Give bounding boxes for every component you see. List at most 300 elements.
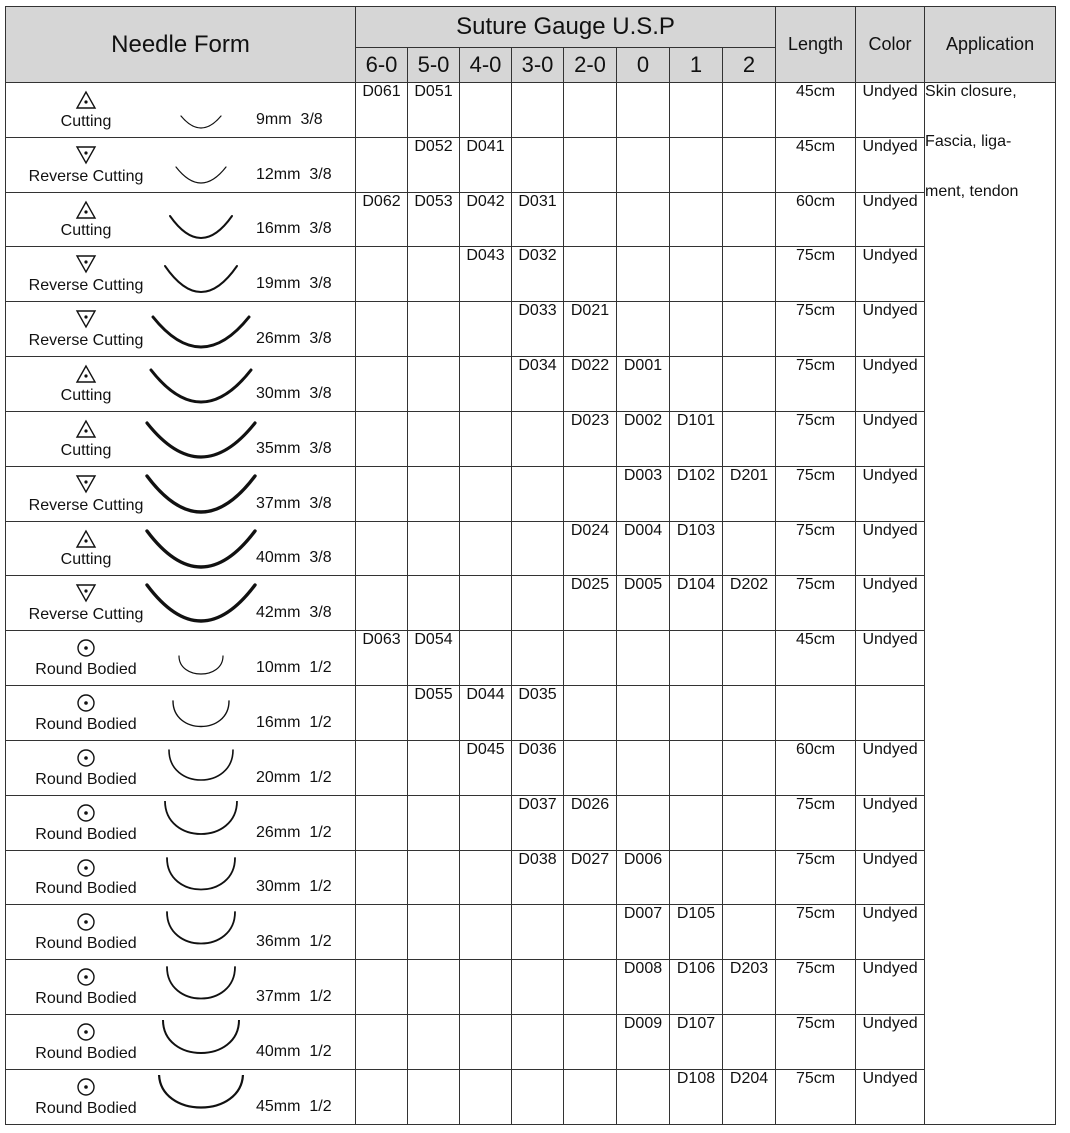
- needle-size-label: 45mm 1/2: [256, 1098, 332, 1115]
- needle-type-label: Round Bodied: [35, 1100, 137, 1117]
- gauge-code-cell: D002: [617, 411, 670, 466]
- color-cell: Undyed: [856, 357, 925, 412]
- triangle-down-dot-icon: [6, 583, 166, 608]
- length-cell: 75cm: [776, 247, 856, 302]
- needle-curve-icon: [144, 856, 258, 902]
- needle-curve-icon: [144, 88, 258, 134]
- gauge-code-cell: [512, 521, 564, 576]
- needle-size-label: 40mm 1/2: [256, 1042, 332, 1060]
- gauge-code-cell: [356, 1069, 408, 1124]
- gauge-code-cell: [617, 137, 670, 192]
- gauge-code-cell: [356, 1015, 408, 1070]
- needle-type-label: Round Bodied: [35, 825, 137, 843]
- gauge-code-cell: D053: [408, 192, 460, 247]
- needle-size-label: 30mm 3/8: [256, 384, 332, 402]
- gauge-code-cell: [408, 466, 460, 521]
- table-row: [6, 192, 1056, 247]
- length-cell: 75cm: [776, 357, 856, 412]
- gauge-header: 5-0: [408, 48, 460, 83]
- length-cell: 60cm: [776, 740, 856, 795]
- gauge-code-cell: [670, 83, 723, 138]
- gauge-code-cell: [723, 521, 776, 576]
- application-cell: [925, 83, 1056, 1125]
- gauge-code-cell: [460, 631, 512, 686]
- needle-form-cell: [6, 686, 356, 741]
- gauge-code-cell: [356, 411, 408, 466]
- needle-type-label: Cutting: [60, 551, 112, 569]
- needle-curve-icon: [144, 636, 258, 682]
- gauge-code-cell: D106: [670, 960, 723, 1015]
- needle-form-cell: [6, 631, 356, 686]
- gauge-code-cell: [564, 905, 617, 960]
- needle-size-label: 16mm 1/2: [256, 713, 332, 731]
- needle-size-label: 37mm 1/2: [256, 988, 332, 1006]
- gauge-code-cell: [512, 631, 564, 686]
- table-row: [6, 795, 1056, 850]
- gauge-code-cell: [670, 740, 723, 795]
- needle-size-label: 35mm 3/8: [256, 439, 332, 457]
- color-cell: Undyed: [856, 466, 925, 521]
- circle-dot-icon: [6, 912, 166, 937]
- gauge-code-cell: [356, 686, 408, 741]
- triangle-down-dot-icon: [6, 474, 166, 499]
- table-row: [6, 850, 1056, 905]
- color-cell: Undyed: [856, 850, 925, 905]
- gauge-code-cell: [723, 411, 776, 466]
- gauge-code-cell: [617, 631, 670, 686]
- gauge-code-cell: [512, 83, 564, 138]
- circle-dot-icon: [6, 858, 166, 883]
- gauge-code-cell: [356, 740, 408, 795]
- table-row: [6, 631, 1056, 686]
- needle-type-label: Reverse Cutting: [28, 332, 144, 350]
- color-cell: Undyed: [856, 83, 925, 138]
- needle-size-label: 30mm 1/2: [256, 878, 332, 896]
- gauge-code-cell: [564, 740, 617, 795]
- needle-curve-icon: [144, 198, 258, 244]
- suture-gauge-header: Suture Gauge U.S.P: [356, 7, 776, 48]
- gauge-code-cell: [512, 411, 564, 466]
- gauge-code-cell: D062: [356, 192, 408, 247]
- needle-type-label: Cutting: [60, 441, 112, 459]
- circle-dot-icon: [6, 803, 166, 828]
- gauge-code-cell: D007: [617, 905, 670, 960]
- triangle-down-dot-icon: [6, 309, 166, 334]
- color-cell: Undyed: [856, 631, 925, 686]
- triangle-up-dot-icon: [6, 364, 166, 389]
- needle-curve-icon: [144, 1020, 258, 1066]
- gauge-code-cell: [617, 302, 670, 357]
- gauge-code-cell: [408, 905, 460, 960]
- table-row: [6, 466, 1056, 521]
- needle-size-label: 9mm 3/8: [256, 110, 323, 128]
- gauge-code-cell: [408, 1015, 460, 1070]
- gauge-code-cell: [356, 247, 408, 302]
- gauge-code-cell: D103: [670, 521, 723, 576]
- gauge-code-cell: [356, 302, 408, 357]
- gauge-code-cell: [564, 466, 617, 521]
- needle-form-cell: [6, 576, 356, 631]
- gauge-code-cell: [564, 137, 617, 192]
- needle-curve-icon: [144, 746, 258, 792]
- gauge-code-cell: D034: [512, 357, 564, 412]
- gauge-code-cell: [670, 686, 723, 741]
- table-body: [6, 83, 1056, 1125]
- needle-type-label: Round Bodied: [35, 770, 137, 788]
- needle-size-label: 36mm 1/2: [256, 933, 332, 951]
- gauge-code-cell: [564, 192, 617, 247]
- gauge-code-cell: [670, 850, 723, 905]
- gauge-code-cell: [723, 686, 776, 741]
- needle-type-label: Round Bodied: [35, 1044, 137, 1062]
- gauge-code-cell: [512, 1069, 564, 1124]
- gauge-code-cell: D204: [723, 1069, 776, 1124]
- gauge-code-cell: [670, 631, 723, 686]
- needle-form-cell: [6, 1015, 356, 1070]
- table-row: [6, 357, 1056, 412]
- gauge-code-cell: D041: [460, 137, 512, 192]
- length-cell: 75cm: [776, 1015, 856, 1070]
- gauge-code-cell: [460, 302, 512, 357]
- application-header: Application: [925, 7, 1056, 83]
- length-cell: 75cm: [776, 905, 856, 960]
- gauge-code-cell: D063: [356, 631, 408, 686]
- needle-curve-icon: [144, 581, 258, 627]
- needle-curve-icon: [144, 417, 258, 463]
- gauge-code-cell: [723, 850, 776, 905]
- gauge-code-cell: D005: [617, 576, 670, 631]
- length-cell: 75cm: [776, 411, 856, 466]
- gauge-code-cell: D025: [564, 576, 617, 631]
- color-cell: Undyed: [856, 576, 925, 631]
- gauge-code-cell: [617, 686, 670, 741]
- needle-form-cell: [6, 192, 356, 247]
- gauge-code-cell: [723, 631, 776, 686]
- length-cell: 75cm: [776, 960, 856, 1015]
- circle-dot-icon: [6, 1077, 166, 1102]
- color-cell: Undyed: [856, 137, 925, 192]
- needle-form-cell: [6, 740, 356, 795]
- gauge-code-cell: [356, 960, 408, 1015]
- gauge-code-cell: D052: [408, 137, 460, 192]
- needle-curve-icon: [144, 965, 258, 1011]
- gauge-code-cell: D104: [670, 576, 723, 631]
- gauge-code-cell: [356, 137, 408, 192]
- gauge-code-cell: D061: [356, 83, 408, 138]
- gauge-code-cell: [460, 905, 512, 960]
- color-cell: Undyed: [856, 1015, 925, 1070]
- needle-curve-icon: [144, 252, 258, 298]
- table-row: [6, 905, 1056, 960]
- needle-type-label: Reverse Cutting: [28, 277, 144, 295]
- gauge-code-cell: D202: [723, 576, 776, 631]
- table-row: [6, 740, 1056, 795]
- needle-type-label: Round Bodied: [35, 935, 137, 953]
- gauge-code-cell: [512, 905, 564, 960]
- gauge-code-cell: [564, 247, 617, 302]
- needle-size-label: 26mm 3/8: [256, 330, 332, 348]
- gauge-code-cell: [408, 850, 460, 905]
- triangle-up-dot-icon: [6, 529, 166, 554]
- color-cell: Undyed: [856, 795, 925, 850]
- gauge-code-cell: [723, 357, 776, 412]
- needle-size-label: 16mm 3/8: [256, 220, 332, 238]
- gauge-code-cell: [564, 960, 617, 1015]
- gauge-code-cell: [356, 466, 408, 521]
- needle-type-label: Round Bodied: [35, 661, 137, 679]
- color-cell: Undyed: [856, 960, 925, 1015]
- gauge-code-cell: [460, 83, 512, 138]
- gauge-code-cell: [408, 302, 460, 357]
- gauge-code-cell: [670, 302, 723, 357]
- gauge-header: 6-0: [356, 48, 408, 83]
- needle-form-cell: [6, 960, 356, 1015]
- needle-curve-icon: [144, 1075, 258, 1121]
- gauge-header: 1: [670, 48, 723, 83]
- gauge-code-cell: D032: [512, 247, 564, 302]
- color-cell: Undyed: [856, 740, 925, 795]
- length-cell: 75cm: [776, 521, 856, 576]
- gauge-header: 2-0: [564, 48, 617, 83]
- gauge-code-cell: [670, 247, 723, 302]
- circle-dot-icon: [6, 693, 166, 718]
- gauge-code-cell: D003: [617, 466, 670, 521]
- gauge-code-cell: D055: [408, 686, 460, 741]
- needle-size-label: 40mm 3/8: [256, 549, 332, 567]
- needle-curve-icon: [144, 472, 258, 518]
- length-cell: 45cm: [776, 137, 856, 192]
- gauge-code-cell: [408, 740, 460, 795]
- needle-curve-icon: [144, 527, 258, 573]
- needle-type-label: Cutting: [60, 386, 112, 404]
- length-cell: 75cm: [776, 1069, 856, 1124]
- needle-type-label: Round Bodied: [35, 880, 137, 898]
- needle-form-cell: [6, 302, 356, 357]
- needle-curve-icon: [144, 143, 258, 189]
- triangle-down-dot-icon: [6, 145, 166, 170]
- length-cell: 75cm: [776, 576, 856, 631]
- needle-size-label: 42mm 3/8: [256, 604, 332, 622]
- circle-dot-icon: [6, 967, 166, 992]
- needle-form-cell: [6, 1069, 356, 1124]
- gauge-code-cell: [670, 192, 723, 247]
- gauge-code-cell: [670, 137, 723, 192]
- application-line: Fascia, liga-: [925, 133, 1012, 150]
- needle-form-header: Needle Form: [6, 7, 356, 83]
- gauge-code-cell: D033: [512, 302, 564, 357]
- gauge-code-cell: [723, 740, 776, 795]
- gauge-code-cell: [723, 137, 776, 192]
- gauge-code-cell: [408, 247, 460, 302]
- needle-form-cell: [6, 83, 356, 138]
- needle-form-cell: [6, 411, 356, 466]
- gauge-code-cell: [356, 521, 408, 576]
- triangle-up-dot-icon: [6, 200, 166, 225]
- gauge-code-cell: [670, 795, 723, 850]
- gauge-code-cell: D045: [460, 740, 512, 795]
- gauge-code-cell: D051: [408, 83, 460, 138]
- gauge-code-cell: [460, 960, 512, 1015]
- gauge-code-cell: D026: [564, 795, 617, 850]
- circle-dot-icon: [6, 748, 166, 773]
- gauge-code-cell: D004: [617, 521, 670, 576]
- gauge-code-cell: [617, 192, 670, 247]
- needle-form-cell: [6, 905, 356, 960]
- gauge-code-cell: [408, 795, 460, 850]
- application-line: Skin closure,: [925, 83, 1017, 100]
- needle-type-label: Reverse Cutting: [28, 496, 144, 514]
- needle-type-label: Reverse Cutting: [28, 167, 144, 185]
- color-cell: Undyed: [856, 411, 925, 466]
- needle-form-cell: [6, 137, 356, 192]
- gauge-code-cell: D108: [670, 1069, 723, 1124]
- gauge-code-cell: D044: [460, 686, 512, 741]
- length-cell: 75cm: [776, 850, 856, 905]
- gauge-code-cell: [460, 466, 512, 521]
- table-row: [6, 411, 1056, 466]
- needle-form-cell: [6, 521, 356, 576]
- gauge-code-cell: D008: [617, 960, 670, 1015]
- color-cell: Undyed: [856, 192, 925, 247]
- gauge-code-cell: [356, 795, 408, 850]
- gauge-code-cell: [356, 357, 408, 412]
- gauge-code-cell: D035: [512, 686, 564, 741]
- length-header: Length: [776, 7, 856, 83]
- gauge-code-cell: D101: [670, 411, 723, 466]
- gauge-code-cell: [512, 576, 564, 631]
- gauge-code-cell: [723, 1015, 776, 1070]
- gauge-code-cell: D024: [564, 521, 617, 576]
- triangle-up-dot-icon: [6, 90, 166, 115]
- gauge-code-cell: D023: [564, 411, 617, 466]
- table-row: [6, 686, 1056, 741]
- gauge-header: 4-0: [460, 48, 512, 83]
- table-row: [6, 521, 1056, 576]
- needle-size-label: 10mm 1/2: [256, 659, 332, 677]
- needle-curve-icon: [144, 307, 258, 353]
- gauge-code-cell: D201: [723, 466, 776, 521]
- gauge-code-cell: [564, 686, 617, 741]
- gauge-code-cell: [408, 411, 460, 466]
- gauge-code-cell: D107: [670, 1015, 723, 1070]
- needle-size-label: 19mm 3/8: [256, 275, 332, 293]
- table-row: [6, 1015, 1056, 1070]
- color-cell: Undyed: [856, 1069, 925, 1124]
- gauge-code-cell: [564, 1015, 617, 1070]
- gauge-code-cell: [460, 795, 512, 850]
- color-cell: Undyed: [856, 247, 925, 302]
- table-row: [6, 302, 1056, 357]
- needle-form-cell: [6, 247, 356, 302]
- gauge-code-cell: [512, 466, 564, 521]
- table-row: [6, 960, 1056, 1015]
- gauge-code-cell: D102: [670, 466, 723, 521]
- gauge-code-cell: [617, 740, 670, 795]
- gauge-code-cell: [408, 521, 460, 576]
- gauge-code-cell: D027: [564, 850, 617, 905]
- gauge-header: 0: [617, 48, 670, 83]
- circle-dot-icon: [6, 1022, 166, 1047]
- gauge-code-cell: D022: [564, 357, 617, 412]
- gauge-code-cell: [723, 795, 776, 850]
- gauge-code-cell: [460, 357, 512, 412]
- color-cell: [856, 686, 925, 741]
- needle-size-label: 26mm 1/2: [256, 823, 332, 841]
- needle-form-cell: [6, 466, 356, 521]
- needle-form-cell: [6, 850, 356, 905]
- gauge-code-cell: D006: [617, 850, 670, 905]
- length-cell: 60cm: [776, 192, 856, 247]
- gauge-code-cell: [460, 1069, 512, 1124]
- gauge-code-cell: D054: [408, 631, 460, 686]
- gauge-code-cell: [356, 905, 408, 960]
- needle-curve-icon: [144, 801, 258, 847]
- gauge-code-cell: [512, 960, 564, 1015]
- needle-curve-icon: [144, 691, 258, 737]
- gauge-code-cell: D042: [460, 192, 512, 247]
- gauge-code-cell: [617, 795, 670, 850]
- gauge-code-cell: [617, 247, 670, 302]
- table-row: [6, 137, 1056, 192]
- gauge-code-cell: D001: [617, 357, 670, 412]
- length-cell: 75cm: [776, 466, 856, 521]
- gauge-code-cell: [460, 576, 512, 631]
- table-row: [6, 576, 1056, 631]
- gauge-code-cell: D037: [512, 795, 564, 850]
- gauge-code-cell: [512, 137, 564, 192]
- needle-curve-icon: [144, 362, 258, 408]
- gauge-code-cell: [723, 83, 776, 138]
- color-header: Color: [856, 7, 925, 83]
- gauge-code-cell: D038: [512, 850, 564, 905]
- table-row: [6, 247, 1056, 302]
- needle-type-label: Round Bodied: [35, 990, 137, 1008]
- gauge-code-cell: [617, 1069, 670, 1124]
- gauge-code-cell: [564, 631, 617, 686]
- gauge-code-cell: [512, 1015, 564, 1070]
- gauge-code-cell: [670, 357, 723, 412]
- length-cell: [776, 686, 856, 741]
- needle-form-cell: [6, 795, 356, 850]
- color-cell: Undyed: [856, 905, 925, 960]
- gauge-code-cell: [564, 83, 617, 138]
- color-cell: Undyed: [856, 521, 925, 576]
- needle-size-label: 37mm 3/8: [256, 494, 332, 512]
- gauge-code-cell: [723, 192, 776, 247]
- table-row: [6, 83, 1056, 138]
- gauge-code-cell: [408, 960, 460, 1015]
- gauge-code-cell: [723, 905, 776, 960]
- gauge-code-cell: [356, 850, 408, 905]
- triangle-down-dot-icon: [6, 254, 166, 279]
- gauge-code-cell: [408, 1069, 460, 1124]
- needle-type-label: Cutting: [60, 112, 112, 130]
- gauge-code-cell: D036: [512, 740, 564, 795]
- triangle-up-dot-icon: [6, 419, 166, 444]
- gauge-code-cell: D105: [670, 905, 723, 960]
- gauge-code-cell: [408, 357, 460, 412]
- gauge-code-cell: D021: [564, 302, 617, 357]
- gauge-code-cell: [460, 850, 512, 905]
- needle-form-cell: [6, 357, 356, 412]
- needle-curve-icon: [144, 910, 258, 956]
- gauge-code-cell: [408, 576, 460, 631]
- length-cell: 45cm: [776, 631, 856, 686]
- needle-size-label: 12mm 3/8: [256, 165, 332, 183]
- gauge-code-cell: D203: [723, 960, 776, 1015]
- needle-size-label: 20mm 1/2: [256, 768, 332, 786]
- gauge-code-cell: [723, 302, 776, 357]
